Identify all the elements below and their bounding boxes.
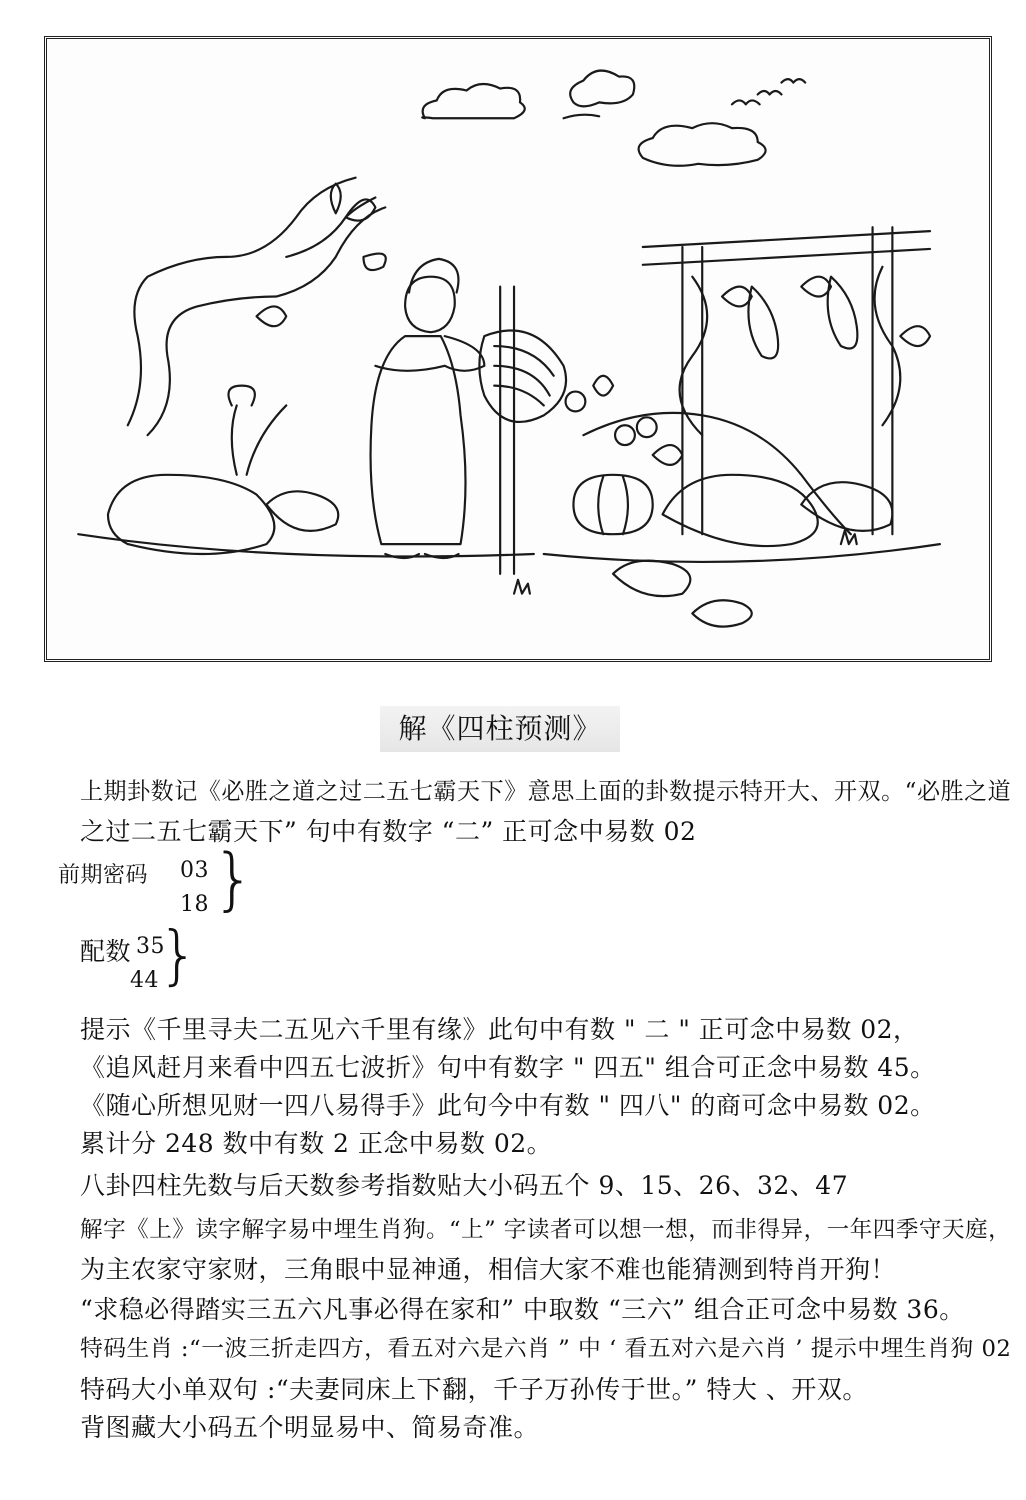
matching-label: 配数 [80, 937, 132, 966]
previous-codes-label: 前期密码 [58, 863, 149, 888]
leaf [257, 306, 287, 326]
leaf [593, 376, 613, 396]
rock [266, 491, 338, 531]
leaf [331, 184, 341, 214]
bird [758, 91, 782, 94]
jiezi-line: 解字《上》读字解字易中埋生肖狗。“上” 字读者可以想一想，而非得异，一年四季守天庭， [80, 1217, 1012, 1243]
vine [680, 267, 901, 435]
fruit [566, 392, 586, 412]
bird [732, 100, 760, 104]
tema-shengxiao-line: 特码生肖 :“一波三折走四方，看五对六是六肖 ” 中 ‘ 看五对六是六肖 ’ 提示中埋生肖狗 02 [80, 1336, 1012, 1362]
trellis-beam [643, 231, 930, 265]
pumpkin [573, 475, 652, 534]
ground [78, 534, 940, 562]
tree-branch [583, 413, 850, 534]
paragraph-line: 上期卦数记《必胜之道之过二五七霸天下》意思上面的卦数提示特开大、开双。“必胜之道 [80, 779, 1012, 805]
brace-icon: } [212, 840, 256, 919]
cloud [564, 115, 600, 119]
matching-value: 44 [130, 968, 159, 993]
rock [692, 600, 751, 626]
cloud [639, 123, 766, 166]
bagua-line: 八卦四柱先数与后天数参考指数贴大小码五个 9、15、26、32、47 [80, 1171, 849, 1200]
bamboo-hat [494, 346, 553, 405]
scholar-sleeve [375, 366, 444, 371]
rock [663, 475, 818, 546]
previous-code-value: 18 [180, 892, 209, 917]
illustration-frame [44, 36, 992, 662]
jiezi-line: 为主农家守家财，三角眼中显神通，相信大家不难也能猜测到特肖开狗！ [80, 1255, 897, 1284]
cloud [570, 71, 634, 107]
leaf [722, 287, 752, 307]
hint-line: 《追风赶月来看中四五七波折》句中有数字 " 四五" 组合可正念中易数 45。 [80, 1053, 936, 1082]
flower [228, 386, 286, 475]
scholar-head [405, 277, 455, 332]
matching-value: 35 [136, 934, 165, 959]
leaf [653, 445, 683, 465]
hint-line: 提示《千里寻夫二五见六千里有缘》此句中有数 " 二 " 正可念中易数 02， [80, 1015, 919, 1044]
qiuwen-line: “求稳必得踏实三五六凡事必得在家和” 中取数 “三六” 组合正可念中易数 36。 [80, 1295, 965, 1324]
leaf [346, 199, 376, 220]
fruit [615, 425, 635, 445]
gourd [748, 287, 778, 359]
fruit [637, 417, 657, 437]
tema-daxiao-line: 特码大小单双句 :“夫妻同床上下翻，千子万孙传于世。” 特大 、开双。 [80, 1375, 868, 1404]
tree-trunk [148, 207, 386, 435]
paragraph-line: 之过二五七霸天下” 句中有数字 “二” 正可念中易数 02 [80, 817, 697, 846]
tree-trunk [128, 178, 356, 426]
grass [514, 580, 530, 594]
tree-branch [286, 197, 375, 256]
hint-line: 累计分 248 数中有数 2 正念中易数 02。 [80, 1129, 553, 1158]
scholar-garden-illustration [47, 39, 989, 659]
previous-code-value: 03 [180, 858, 209, 883]
rock [613, 561, 690, 596]
brace-icon: } [158, 919, 199, 993]
hint-line: 《随心所想见财一四八易得手》此句今中有数 " 四八" 的商可念中易数 02。 [80, 1091, 936, 1120]
trellis-post [682, 247, 702, 534]
beitu-line: 背图藏大小码五个明显易中、简易奇准。 [80, 1413, 540, 1442]
trellis-post [873, 227, 893, 534]
gourd [828, 277, 858, 349]
leaf [900, 326, 930, 346]
leaf [801, 277, 831, 297]
section-title: 解《四柱预测》 [380, 706, 620, 752]
rock [801, 482, 892, 531]
leaf [363, 254, 385, 271]
cloud [422, 84, 524, 118]
bird [781, 79, 805, 82]
